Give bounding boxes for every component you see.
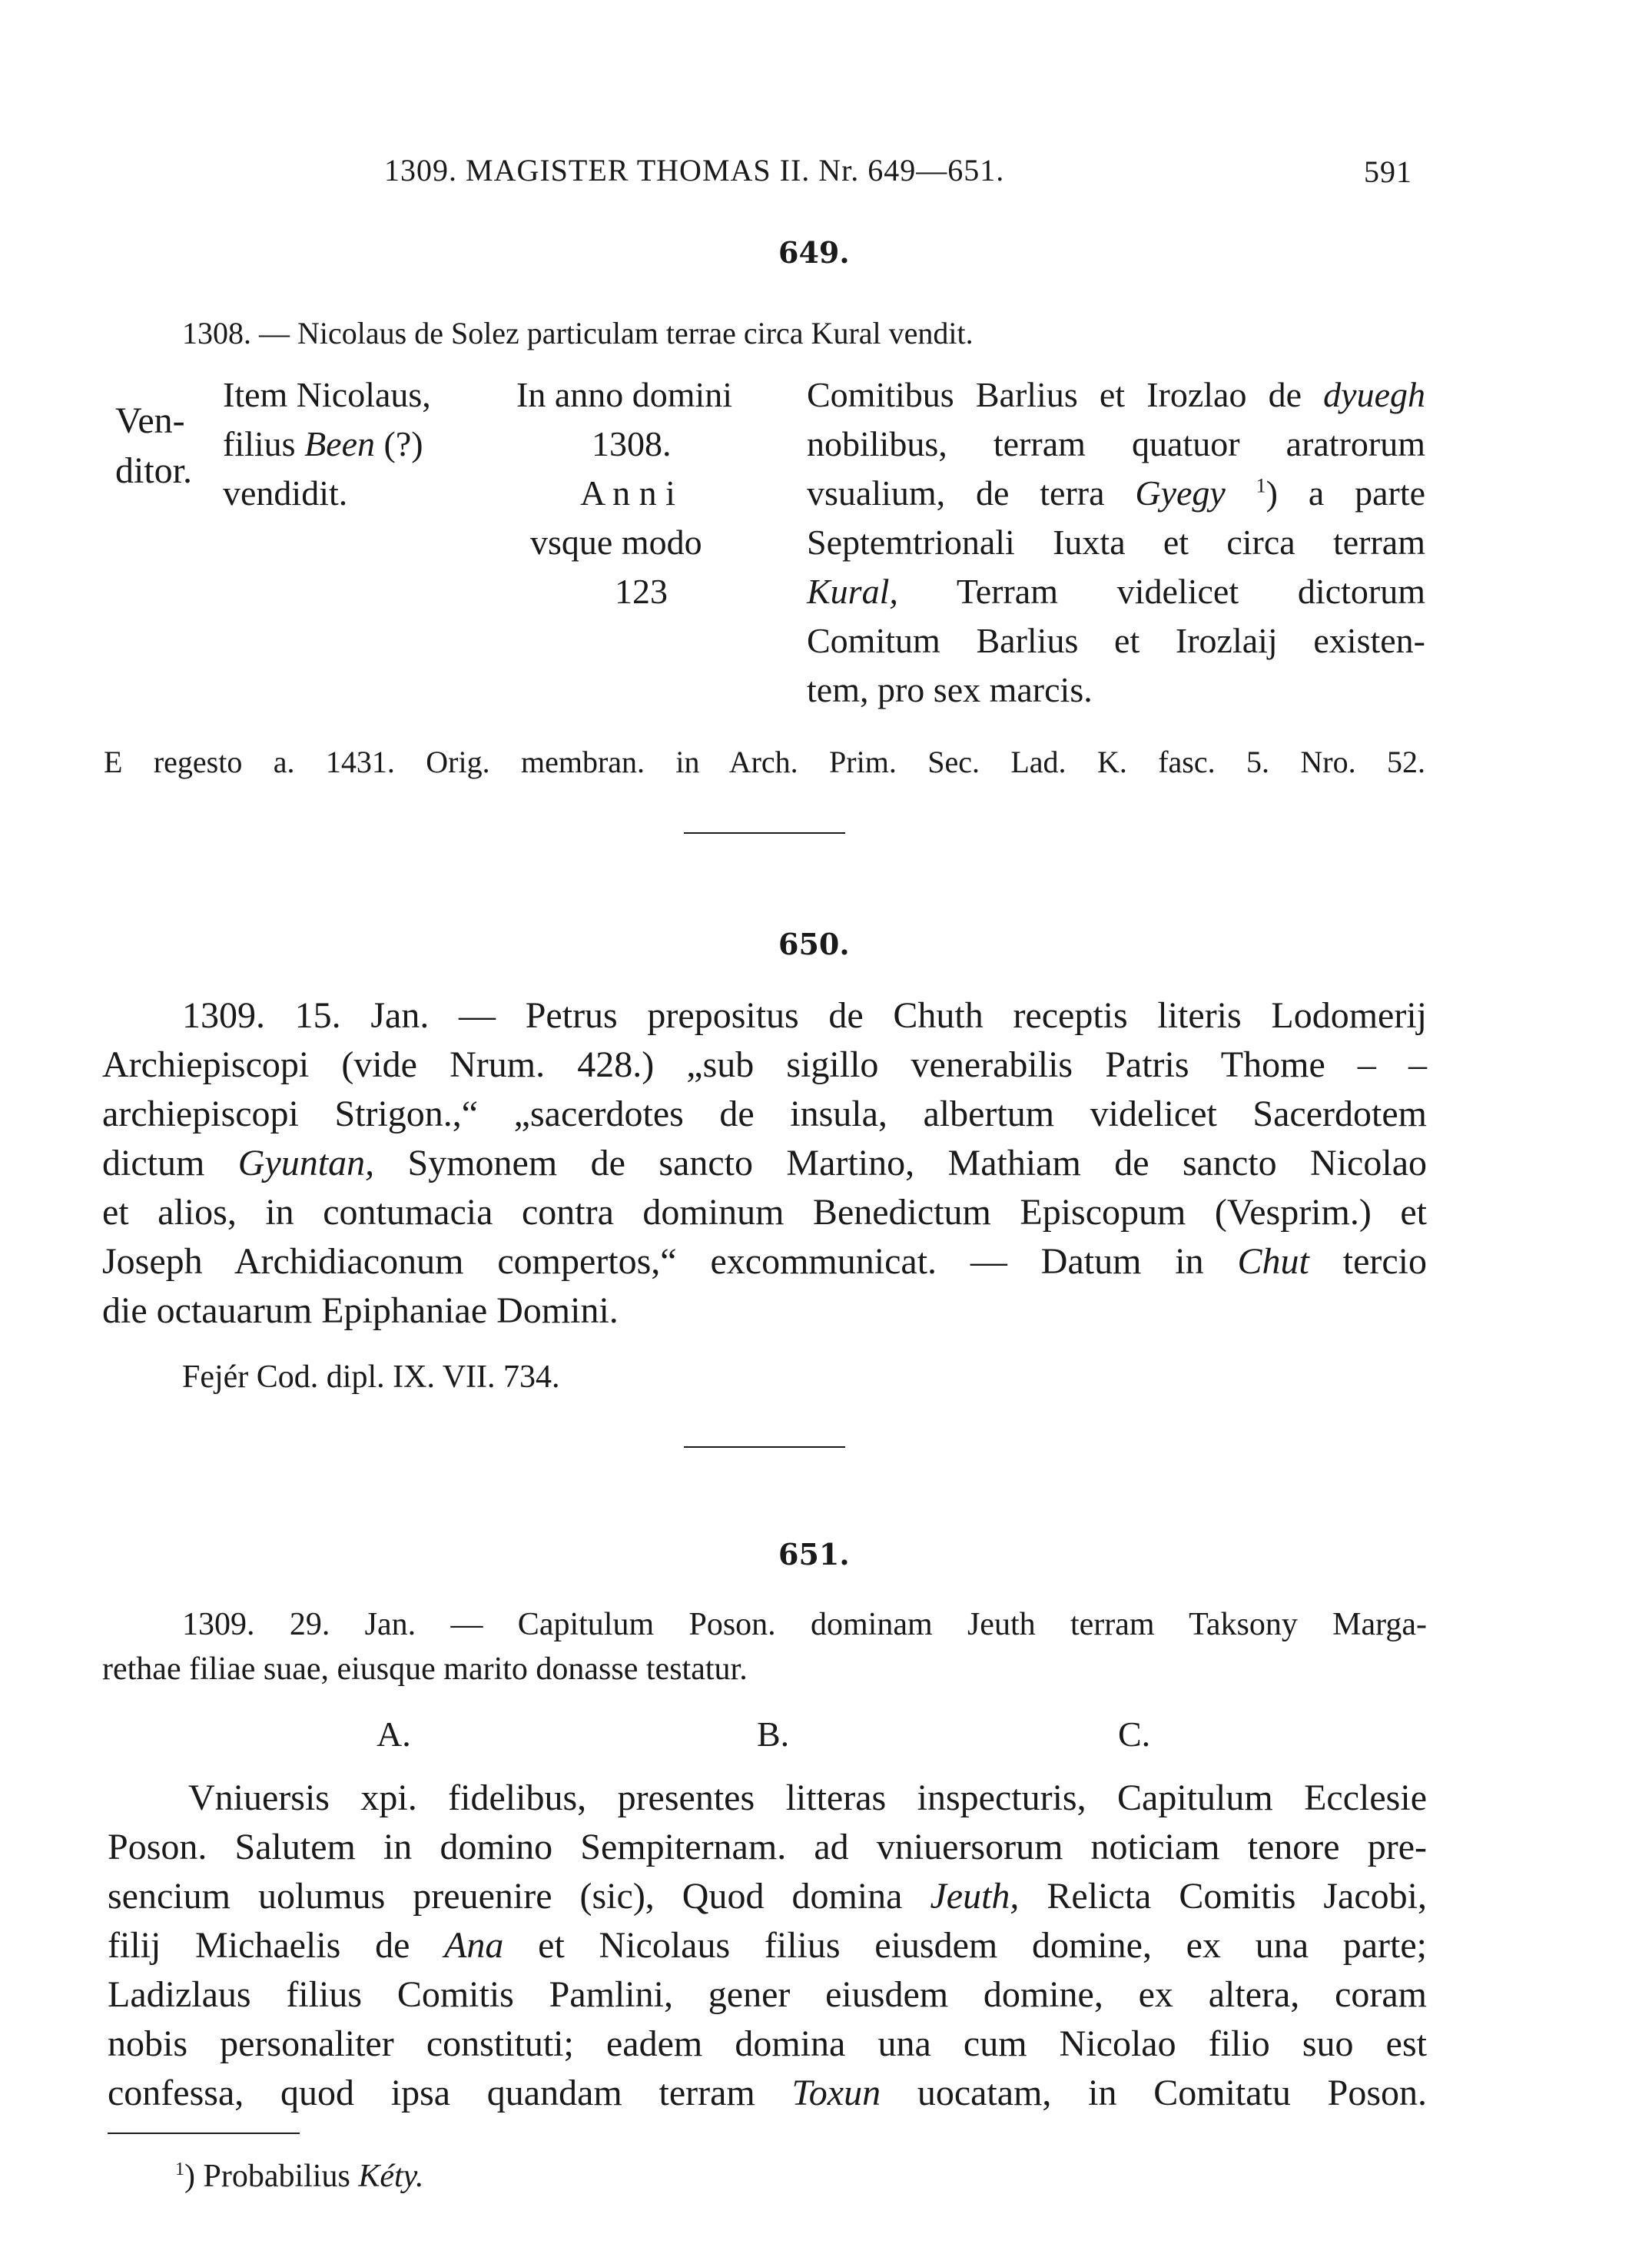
text-run: Relicta Comitis Jacobi, (1019, 1876, 1427, 1917)
paragraph-line: Ladizlaus filius Comitis Pamlini, gener eiusdem domine, ex altera, coram (108, 1974, 1427, 2015)
document-number-650: 650. (778, 927, 850, 961)
paragraph-line: die octauarum Epiphaniae Domini. (102, 1290, 619, 1331)
text-run: dictum (102, 1143, 238, 1183)
source-650: Fejér Cod. dipl. IX. VII. 734. (182, 1359, 560, 1395)
text-run: ) a parte (1266, 473, 1426, 513)
column-text-line (807, 473, 1425, 513)
italic-name: Kural, (807, 572, 898, 611)
column-seller-line: vendidit. (223, 473, 348, 513)
paragraph-line: archiepiscopi Strigon.,“ „sacerdotes de insula, albertum videlicet Sacerdotem (102, 1094, 1427, 1134)
section-divider (684, 1446, 845, 1448)
source-649: E regesto a. 1431. Orig. membran. in Arch. Prim. Sec. Lad. K. fasc. 5. Nro. 52. (104, 745, 1425, 779)
running-title: 1309. MAGISTER THOMAS II. Nr. 649—651. (384, 153, 1005, 188)
footnote-rule (108, 2133, 300, 2134)
text-run: Joseph Archidiaconum compertos,“ excommunicat. — Datum in (102, 1241, 1238, 1282)
document-number-649: 649. (778, 235, 850, 270)
column-text-line: Septemtrionali Iuxta et circa terram (807, 523, 1425, 562)
italic-name: Jeuth, (930, 1876, 1020, 1917)
italic-name: Chut (1237, 1241, 1309, 1282)
paragraph-line (108, 1875, 1427, 1917)
italic-name: dyuegh (1323, 375, 1425, 414)
paragraph-line: Poson. Salutem in domino Sempiternam. ad vniuersorum noticiam tenore pre- (108, 1827, 1427, 1867)
text-run: et Nicolaus filius eiusdem domine, ex una parte; (503, 1925, 1428, 1966)
footnote (175, 2158, 423, 2195)
paragraph-line (102, 1142, 1427, 1184)
paragraph-line: nobis personaliter constituti; eadem domina una cum Nicolao filio suo est (108, 2023, 1427, 2064)
italic-name: Toxun (791, 2073, 881, 2113)
column-seller-line (223, 423, 423, 464)
paragraph-line (108, 1924, 1427, 1967)
text-run: filij Michaelis de (108, 1925, 445, 1966)
section-divider (684, 832, 845, 834)
footnote-ref: 1 (1256, 474, 1266, 497)
text-run: uocatam, in Comitatu Poson. (881, 2073, 1427, 2113)
column-seller-line: Item Nicolaus, (223, 375, 431, 414)
italic-name: Kéty. (358, 2159, 424, 2194)
document-summary-649: 1308. — Nicolaus de Solez particulam terrae circa Kural vendit. (182, 316, 974, 350)
paragraph-line (108, 2072, 1427, 2114)
column-text-line: nobilibus, terram quatuor aratrorum (807, 424, 1425, 463)
column-date-line: 1308. (592, 424, 672, 463)
italic-name: Gyegy (1135, 473, 1226, 513)
column-text-line: Comitum Barlius et Irozlaij existen- (807, 621, 1425, 660)
italic-name: Been (304, 424, 375, 463)
text-run: ) Probabilius (184, 2159, 359, 2194)
text-run: filius (223, 424, 305, 463)
column-label-c: C. (1118, 1714, 1151, 1754)
column-label-a: A. (377, 1714, 411, 1754)
paragraph-line: et alios, in contumacia contra dominum Benedictum Episcopum (Vesprim.) et (102, 1192, 1427, 1233)
text-run: Terram videlicet dictorum (897, 572, 1425, 611)
page-number: 591 (1364, 154, 1412, 189)
margin-label-venditor-2: ditor. (115, 450, 193, 491)
text-run: Comitibus Barlius et Irozlao de (807, 375, 1324, 414)
column-label-b: B. (757, 1714, 790, 1754)
column-date-line: vsque modo (530, 523, 702, 562)
column-text-line (807, 571, 1425, 612)
paragraph-line: 1309. 15. Jan. — Petrus prepositus de Chuth receptis literis Lodomerij (182, 995, 1427, 1036)
column-text-line: tem, pro sex marcis. (807, 670, 1093, 709)
footnote-mark: 1 (175, 2159, 184, 2179)
column-date-line: 123 (615, 572, 668, 611)
text-run: tercio (1309, 1241, 1427, 1282)
text-run: confessa, quod ipsa quandam terram (108, 2073, 792, 2113)
paragraph-line: Vniuersis xpi. fidelibus, presentes litteras inspecturis, Capitulum Ecclesie (188, 1777, 1427, 1818)
document-summary-651-line: 1309. 29. Jan. — Capitulum Poson. dominam Jeuth terram Taksony Marga- (182, 1607, 1427, 1642)
margin-label-venditor-1: Ven- (115, 400, 185, 441)
paragraph-line: Archiepiscopi (vide Nrum. 428.) „sub sigillo venerabilis Patris Thome – – (102, 1044, 1427, 1085)
italic-name: Ana (444, 1925, 504, 1966)
column-text-line (807, 374, 1425, 415)
text-run: sencium uolumus preuenire (sic), Quod domina (108, 1876, 930, 1917)
document-number-651: 651. (778, 1537, 850, 1572)
column-date-line: In anno domini (516, 375, 733, 414)
text-run: (?) (375, 424, 423, 463)
paragraph-line (102, 1240, 1427, 1283)
italic-name: Gyuntan, (237, 1143, 375, 1183)
document-summary-651-line: rethae filiae suae, eiusque marito donasse testatur. (102, 1651, 748, 1687)
text-run: Symonem de sancto Martino, Mathiam de sancto Nicolao (374, 1143, 1428, 1183)
column-date-line: A n n i (580, 473, 675, 513)
text-run: vsualium, de terra (807, 473, 1136, 513)
